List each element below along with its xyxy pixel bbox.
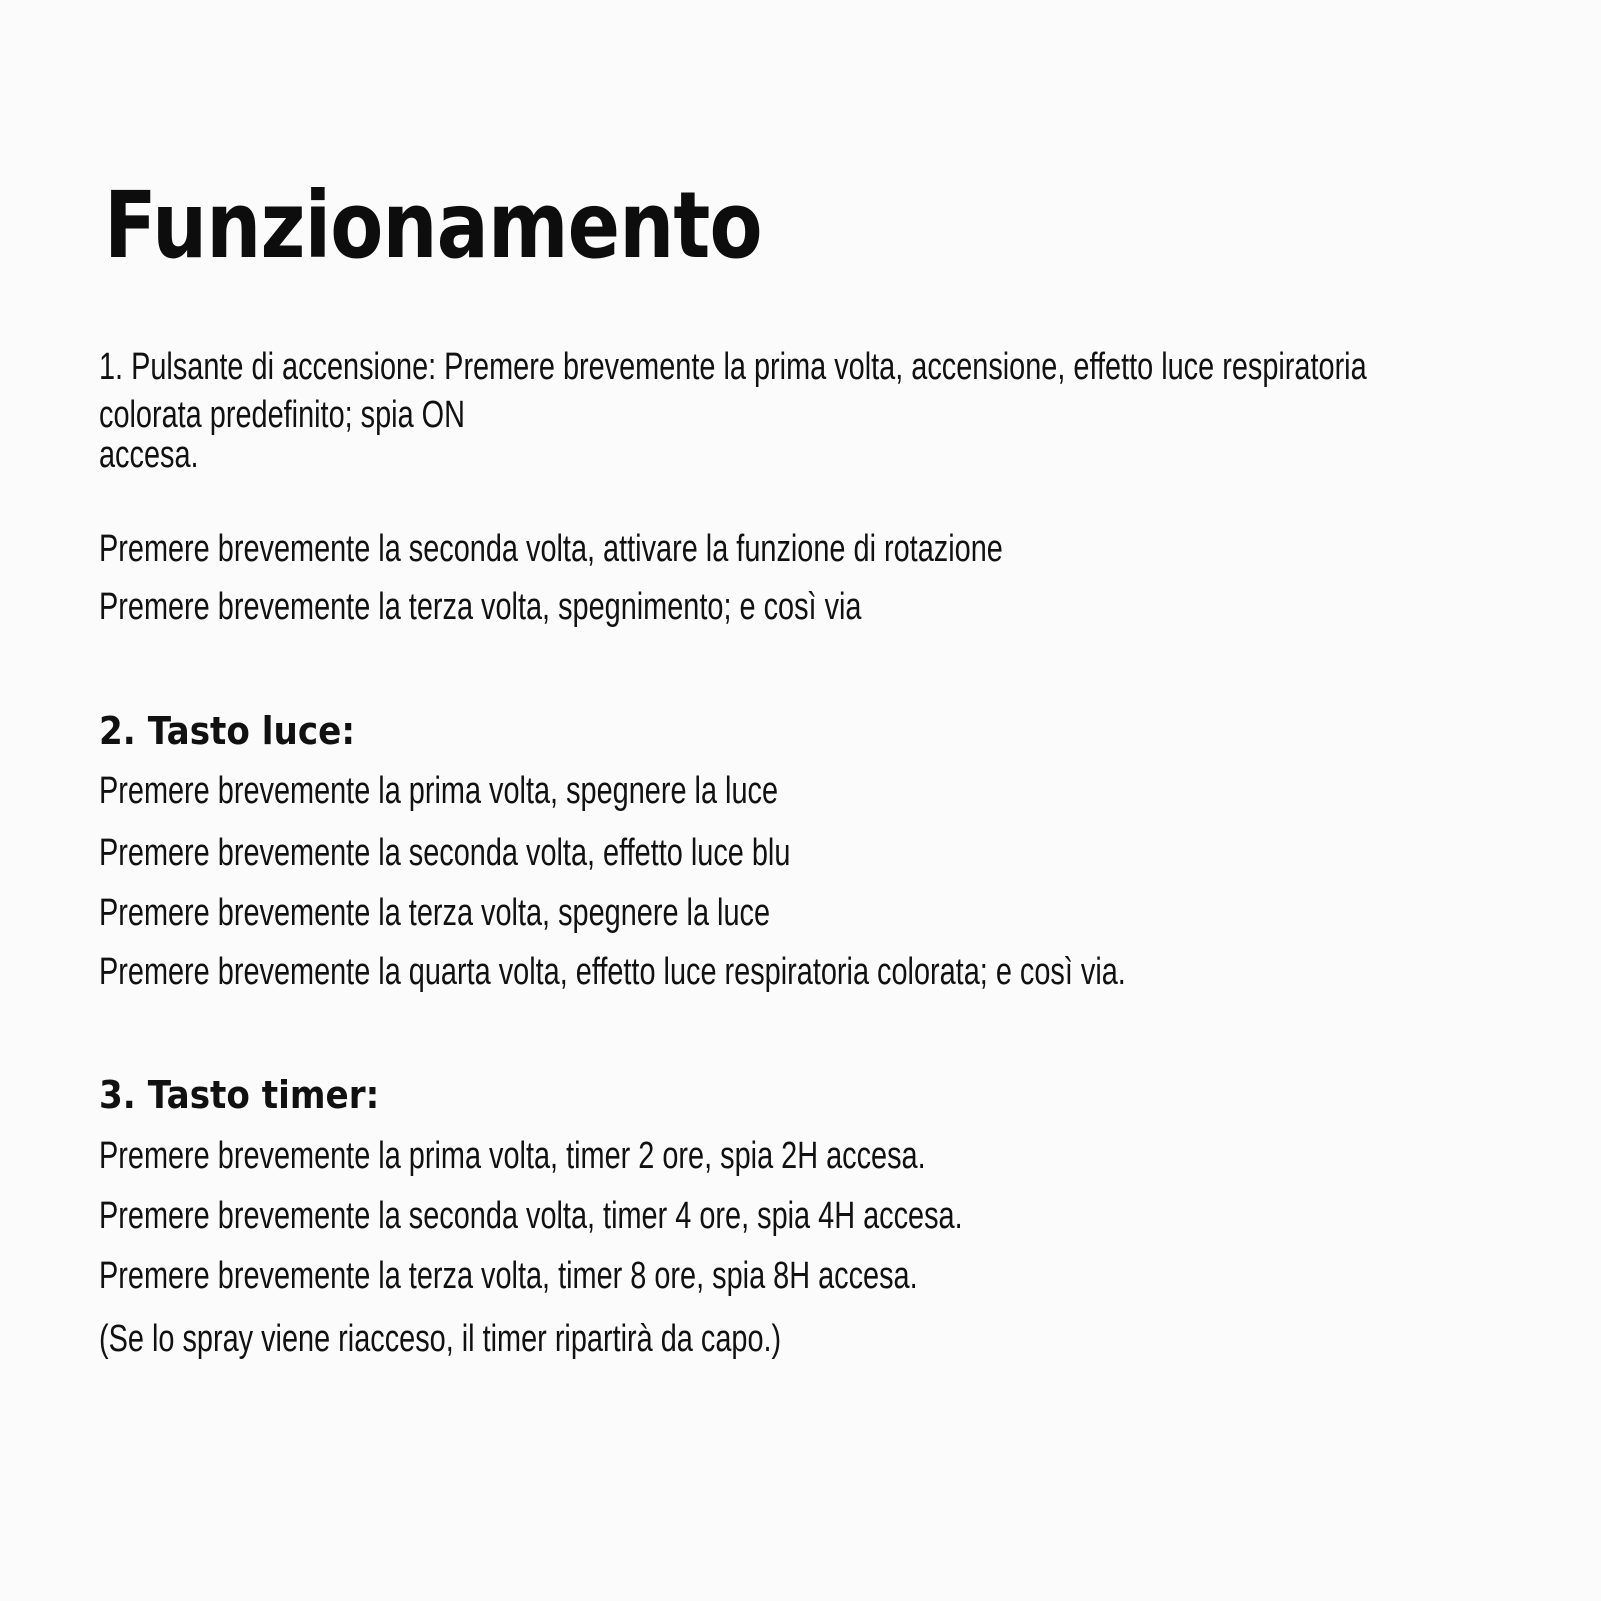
page-title: Funzionamento (104, 172, 762, 279)
section1-line: Premere brevemente la seconda volta, attivare la funzione di rotazione (99, 528, 1003, 570)
section1-line: accesa. (99, 434, 199, 476)
section2-line: Premere brevemente la quarta volta, effetto luce respiratoria colorata; e così via. (99, 951, 1126, 993)
section2-line: Premere brevemente la prima volta, spegnere la luce (99, 770, 779, 812)
section3-heading: 3. Tasto timer: (99, 1073, 380, 1117)
section1-line: Premere brevemente la terza volta, spegnimento; e così via (99, 586, 862, 628)
section3-line: Premere brevemente la prima volta, timer 2 ore, spia 2H accesa. (99, 1135, 926, 1177)
section1-line: colorata predefinito; spia ON (99, 394, 466, 436)
section1-line: 1. Pulsante di accensione: Premere brevemente la prima volta, accensione, effetto luce respiratoria (99, 346, 1367, 388)
section3-line: Premere brevemente la seconda volta, timer 4 ore, spia 4H accesa. (99, 1195, 963, 1237)
section2-line: Premere brevemente la seconda volta, effetto luce blu (99, 832, 791, 874)
section3-line: (Se lo spray viene riacceso, il timer ripartirà da capo.) (99, 1318, 782, 1360)
section2-heading: 2. Tasto luce: (99, 709, 356, 753)
section3-line: Premere brevemente la terza volta, timer 8 ore, spia 8H accesa. (99, 1255, 918, 1297)
section2-line: Premere brevemente la terza volta, spegnere la luce (99, 892, 771, 934)
